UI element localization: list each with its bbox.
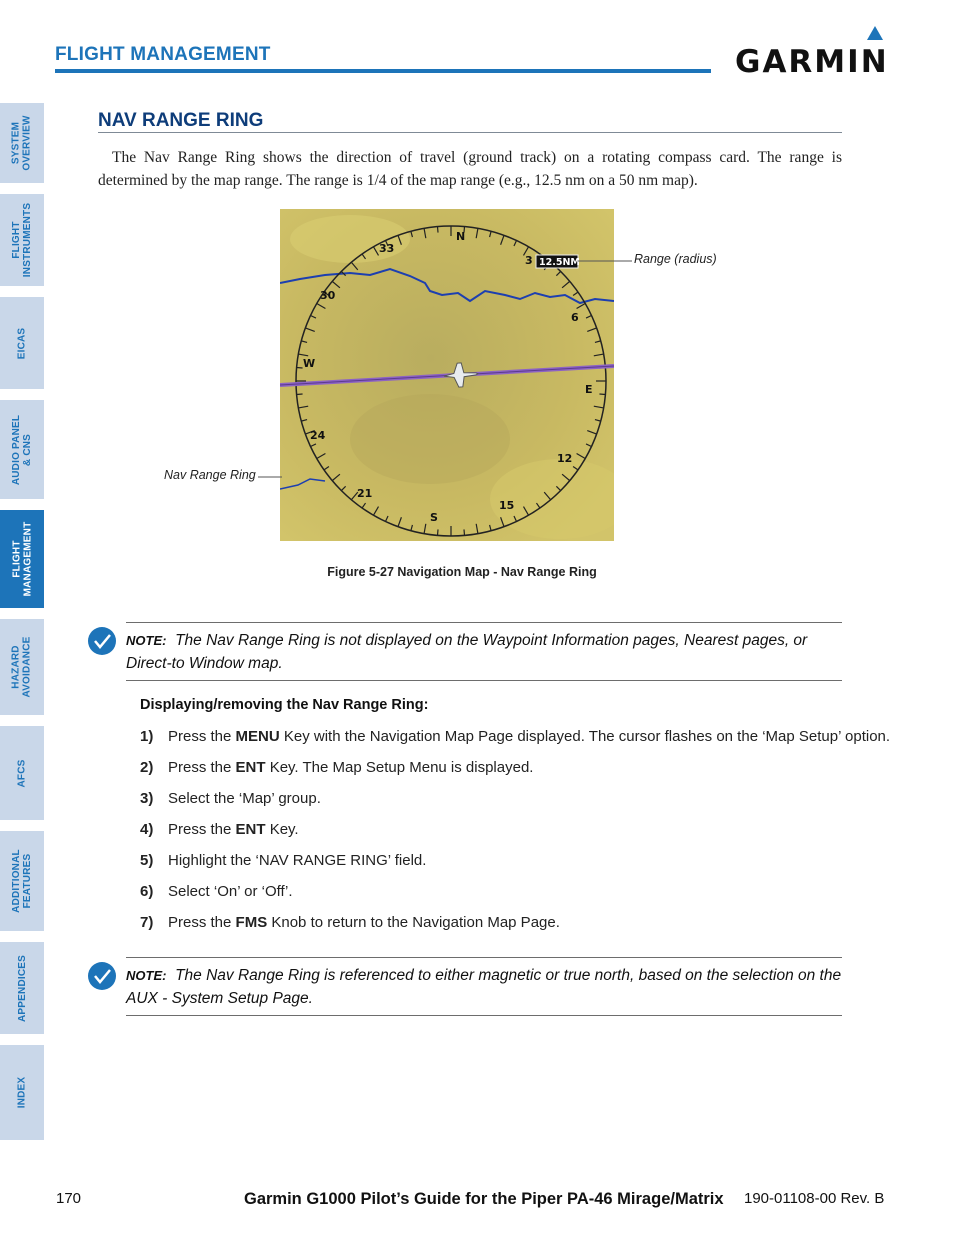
terrain-patch: [290, 215, 410, 263]
note-rule-top: [126, 957, 842, 958]
garmin-logo: [734, 24, 900, 76]
intro-paragraph: The Nav Range Ring shows the direction of travel (ground track) on a rotating compass card. The range is determined by the map range. The range is 1/4 of the map range (e.g., 12.5 nm on a 50 nm map).: [98, 149, 842, 189]
compass-label-3: 3: [525, 254, 533, 267]
step-text: Press the FMS Knob to return to the Navigation Map Page.: [168, 914, 560, 931]
note-2: [126, 964, 846, 1010]
tab-label: SYSTEM OVERVIEW: [11, 115, 34, 171]
note-rule-bottom: [126, 1015, 842, 1016]
tab-audio-panel-cns[interactable]: [0, 400, 44, 499]
step-number: 1): [140, 728, 154, 745]
section-header-title: FLIGHT MANAGEMENT: [55, 44, 271, 65]
tab-label: EICAS: [16, 327, 28, 359]
header-rule: [55, 69, 711, 73]
tab-additional-features[interactable]: [0, 831, 44, 931]
step-number: 5): [140, 852, 154, 869]
note-body: The Nav Range Ring is not displayed on the Waypoint Information pages, Nearest pages, or Direct-to Window map.: [126, 632, 808, 672]
callout-range-radius: Range (radius): [634, 252, 717, 266]
tab-afcs[interactable]: [0, 726, 44, 820]
compass-label-33: 33: [379, 242, 395, 255]
tab-label: INDEX: [16, 1076, 28, 1109]
note-1: [126, 629, 846, 675]
note-body: The Nav Range Ring is referenced to either magnetic or true north, based on the selection on the AUX - System Setup Page.: [126, 967, 842, 1007]
note-label: NOTE:: [126, 633, 167, 648]
compass-tick: [297, 367, 303, 368]
compass-label-21: 21: [357, 487, 373, 500]
compass-label-6: 6: [571, 311, 579, 324]
step-text: Select the ‘Map’ group.: [168, 790, 321, 807]
compass-tick: [464, 529, 465, 535]
footer-doc-id: 190-01108-00 Rev. B: [744, 1190, 885, 1207]
tab-label: APPENDICES: [16, 954, 28, 1022]
step-number: 4): [140, 821, 154, 838]
callout-nav-range-ring: Nav Range Ring: [164, 468, 256, 482]
note-checkmark-icon: [87, 961, 117, 991]
tab-label: AFCS: [16, 758, 28, 788]
note-rule-bottom: [126, 680, 842, 681]
section-rule: [98, 132, 842, 133]
procedure-title: Displaying/removing the Nav Range Ring:: [140, 697, 429, 713]
terrain-patch: [350, 394, 510, 484]
tab-label: AUDIO PANEL & CNS: [11, 414, 34, 485]
svg-text:GARMIN: GARMIN: [735, 44, 889, 76]
compass-label-24: 24: [310, 429, 326, 442]
step-number: 6): [140, 883, 154, 900]
compass-label-e: E: [585, 383, 593, 396]
range-label: 12.5NM: [539, 257, 580, 268]
tab-system-overview[interactable]: [0, 103, 44, 183]
compass-tick: [437, 529, 438, 535]
step-text: Press the MENU Key with the Navigation Map Page displayed. The cursor flashes on the ‘Map Setup’ option.: [168, 728, 891, 745]
compass-tick: [599, 394, 605, 395]
compass-tick: [297, 394, 303, 395]
tab-label: ADDITIONAL FEATURES: [11, 849, 34, 913]
tab-label: FLIGHT INSTRUMENTS: [11, 202, 34, 278]
tab-label: HAZARD AVOIDANCE: [11, 636, 34, 698]
tab-flight-instruments[interactable]: [0, 194, 44, 286]
step-text: Highlight the ‘NAV RANGE RING’ field.: [168, 852, 427, 869]
tab-index[interactable]: [0, 1045, 44, 1140]
footer-title: Garmin G1000 Pilot’s Guide for the Piper PA-46 Mirage/Matrix: [244, 1190, 724, 1208]
compass-label-n: N: [456, 230, 466, 243]
nav-map-figure: [280, 209, 614, 541]
note-rule-top: [126, 622, 842, 623]
note-label: NOTE:: [126, 968, 167, 983]
compass-label-15: 15: [499, 499, 515, 512]
note-checkmark-icon: [87, 626, 117, 656]
tab-hazard-avoidance[interactable]: [0, 619, 44, 715]
step-text: Press the ENT Key.: [168, 821, 299, 838]
tab-appendices[interactable]: [0, 942, 44, 1034]
compass-label-w: W: [303, 357, 316, 370]
compass-label-30: 30: [320, 289, 336, 302]
step-text: Select ‘On’ or ‘Off’.: [168, 883, 293, 900]
compass-tick: [437, 227, 438, 233]
section-title: NAV RANGE RING: [98, 110, 264, 131]
step-text: Press the ENT Key. The Map Setup Menu is displayed.: [168, 759, 534, 776]
compass-label-s: S: [430, 511, 438, 524]
step-number: 7): [140, 914, 154, 931]
figure-caption: Figure 5-27 Navigation Map - Nav Range Ring: [327, 565, 597, 579]
page-number: 170: [56, 1190, 82, 1207]
tab-eicas[interactable]: [0, 297, 44, 389]
step-number: 3): [140, 790, 154, 807]
step-number: 2): [140, 759, 154, 776]
tab-flight-management[interactable]: [0, 510, 44, 608]
tab-label: FLIGHT MANAGEMENT: [11, 521, 33, 597]
compass-label-12: 12: [557, 452, 573, 465]
